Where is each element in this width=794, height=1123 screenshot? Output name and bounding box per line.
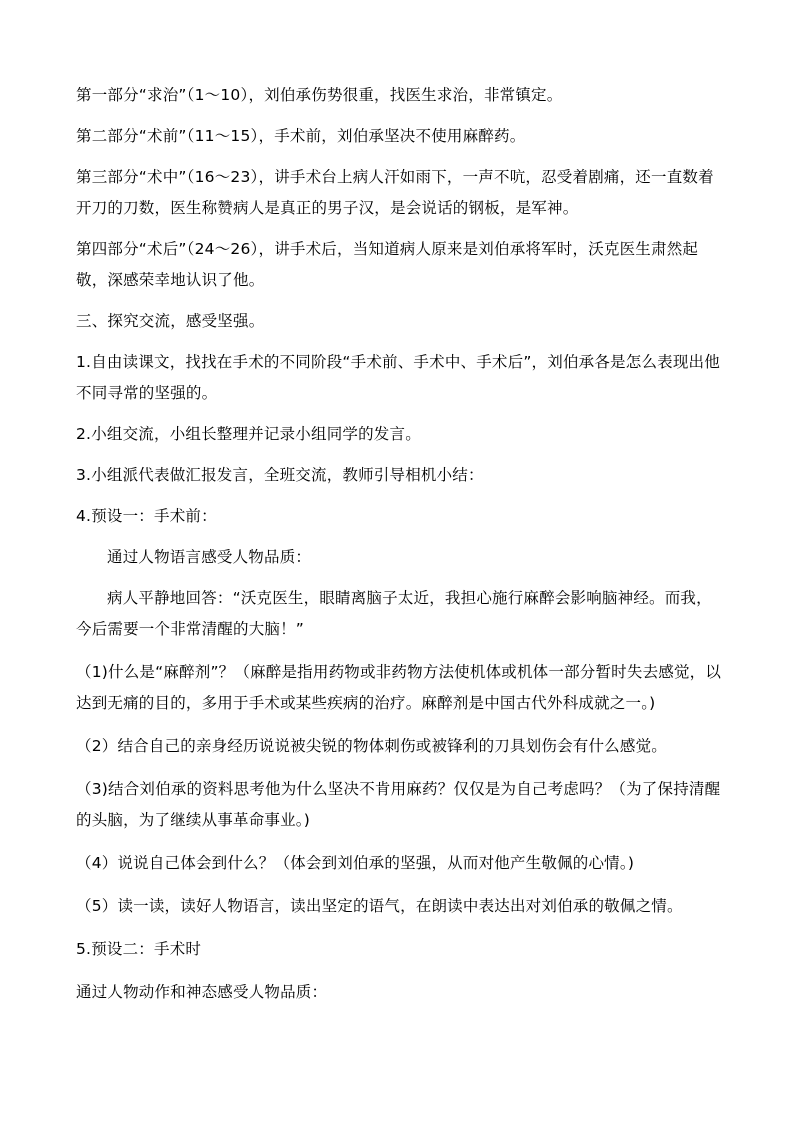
- language-intro: 通过人物语言感受人物品质：: [107, 548, 312, 566]
- step-four-heading: 4.预设一：手术前：: [76, 507, 217, 525]
- paragraph-part-four: 第四部分“术后”（24～26），讲手术后，当知道病人原来是刘伯承将军时，沃克医生肃然起敬，深感荣幸地认识了他。: [76, 240, 699, 289]
- section-heading-explore: 三、探究交流，感受坚强。: [76, 312, 265, 330]
- step-two: 2.小组交流，小组长整理并记录小组同学的发言。: [76, 425, 421, 443]
- quote-paragraph: 病人平静地回答：“沃克医生，眼睛离脑子太近，我担心施行麻醉会影响脑神经。而我，今后需要一个非常清醒的大脑！”: [76, 589, 712, 638]
- action-intro: 通过人物动作和神态感受人物品质：: [76, 983, 328, 1001]
- step-one: 1.自由读课文，找找在手术的不同阶段“手术前、手术中、手术后”，刘伯承各是怎么表现出他不同寻常的坚强的。: [76, 353, 720, 402]
- question-2: （2）结合自己的亲身经历说说被尖锐的物体刺伤或被锋利的刀具划伤会有什么感觉。: [76, 737, 667, 755]
- question-1: （1)什么是“麻醉剂”？（麻醉是指用药物或非药物方法使机体或机体一部分暂时失去感觉，以达到无痛的目的，多用于手术或某些疾病的治疗。麻醉剂是中国古代外科成就之一。): [76, 663, 722, 712]
- paragraph-part-three: 第三部分“术中”（16～23），讲手术台上病人汗如雨下，一声不吭，忍受着剧痛，还一直数着开刀的刀数，医生称赞病人是真正的男子汉，是会说话的钢板，是军神。: [76, 168, 714, 217]
- question-3: （3)结合刘伯承的资料思考他为什么坚决不肯用麻药？仅仅是为自己考虑吗？（为了保持清醒的头脑，为了继续从事革命事业。): [76, 780, 721, 829]
- paragraph-part-one: 第一部分“求治”（1～10），刘伯承伤势很重，找医生求治，非常镇定。: [76, 86, 563, 104]
- paragraph-part-two: 第二部分“术前”（11～15），手术前，刘伯承坚决不使用麻醉药。: [76, 127, 526, 145]
- question-4: （4）说说自己体会到什么？（体会到刘伯承的坚强，从而对他产生敬佩的心情。): [76, 854, 635, 872]
- step-three: 3.小组派代表做汇报发言，全班交流，教师引导相机小结：: [76, 466, 484, 484]
- document-page: [76, 80, 724, 1008]
- step-five-heading: 5.预设二：手术时: [76, 940, 202, 958]
- question-5: （5）读一读，读好人物语言，读出坚定的语气，在朗读中表达出对刘伯承的敬佩之情。: [76, 897, 683, 915]
